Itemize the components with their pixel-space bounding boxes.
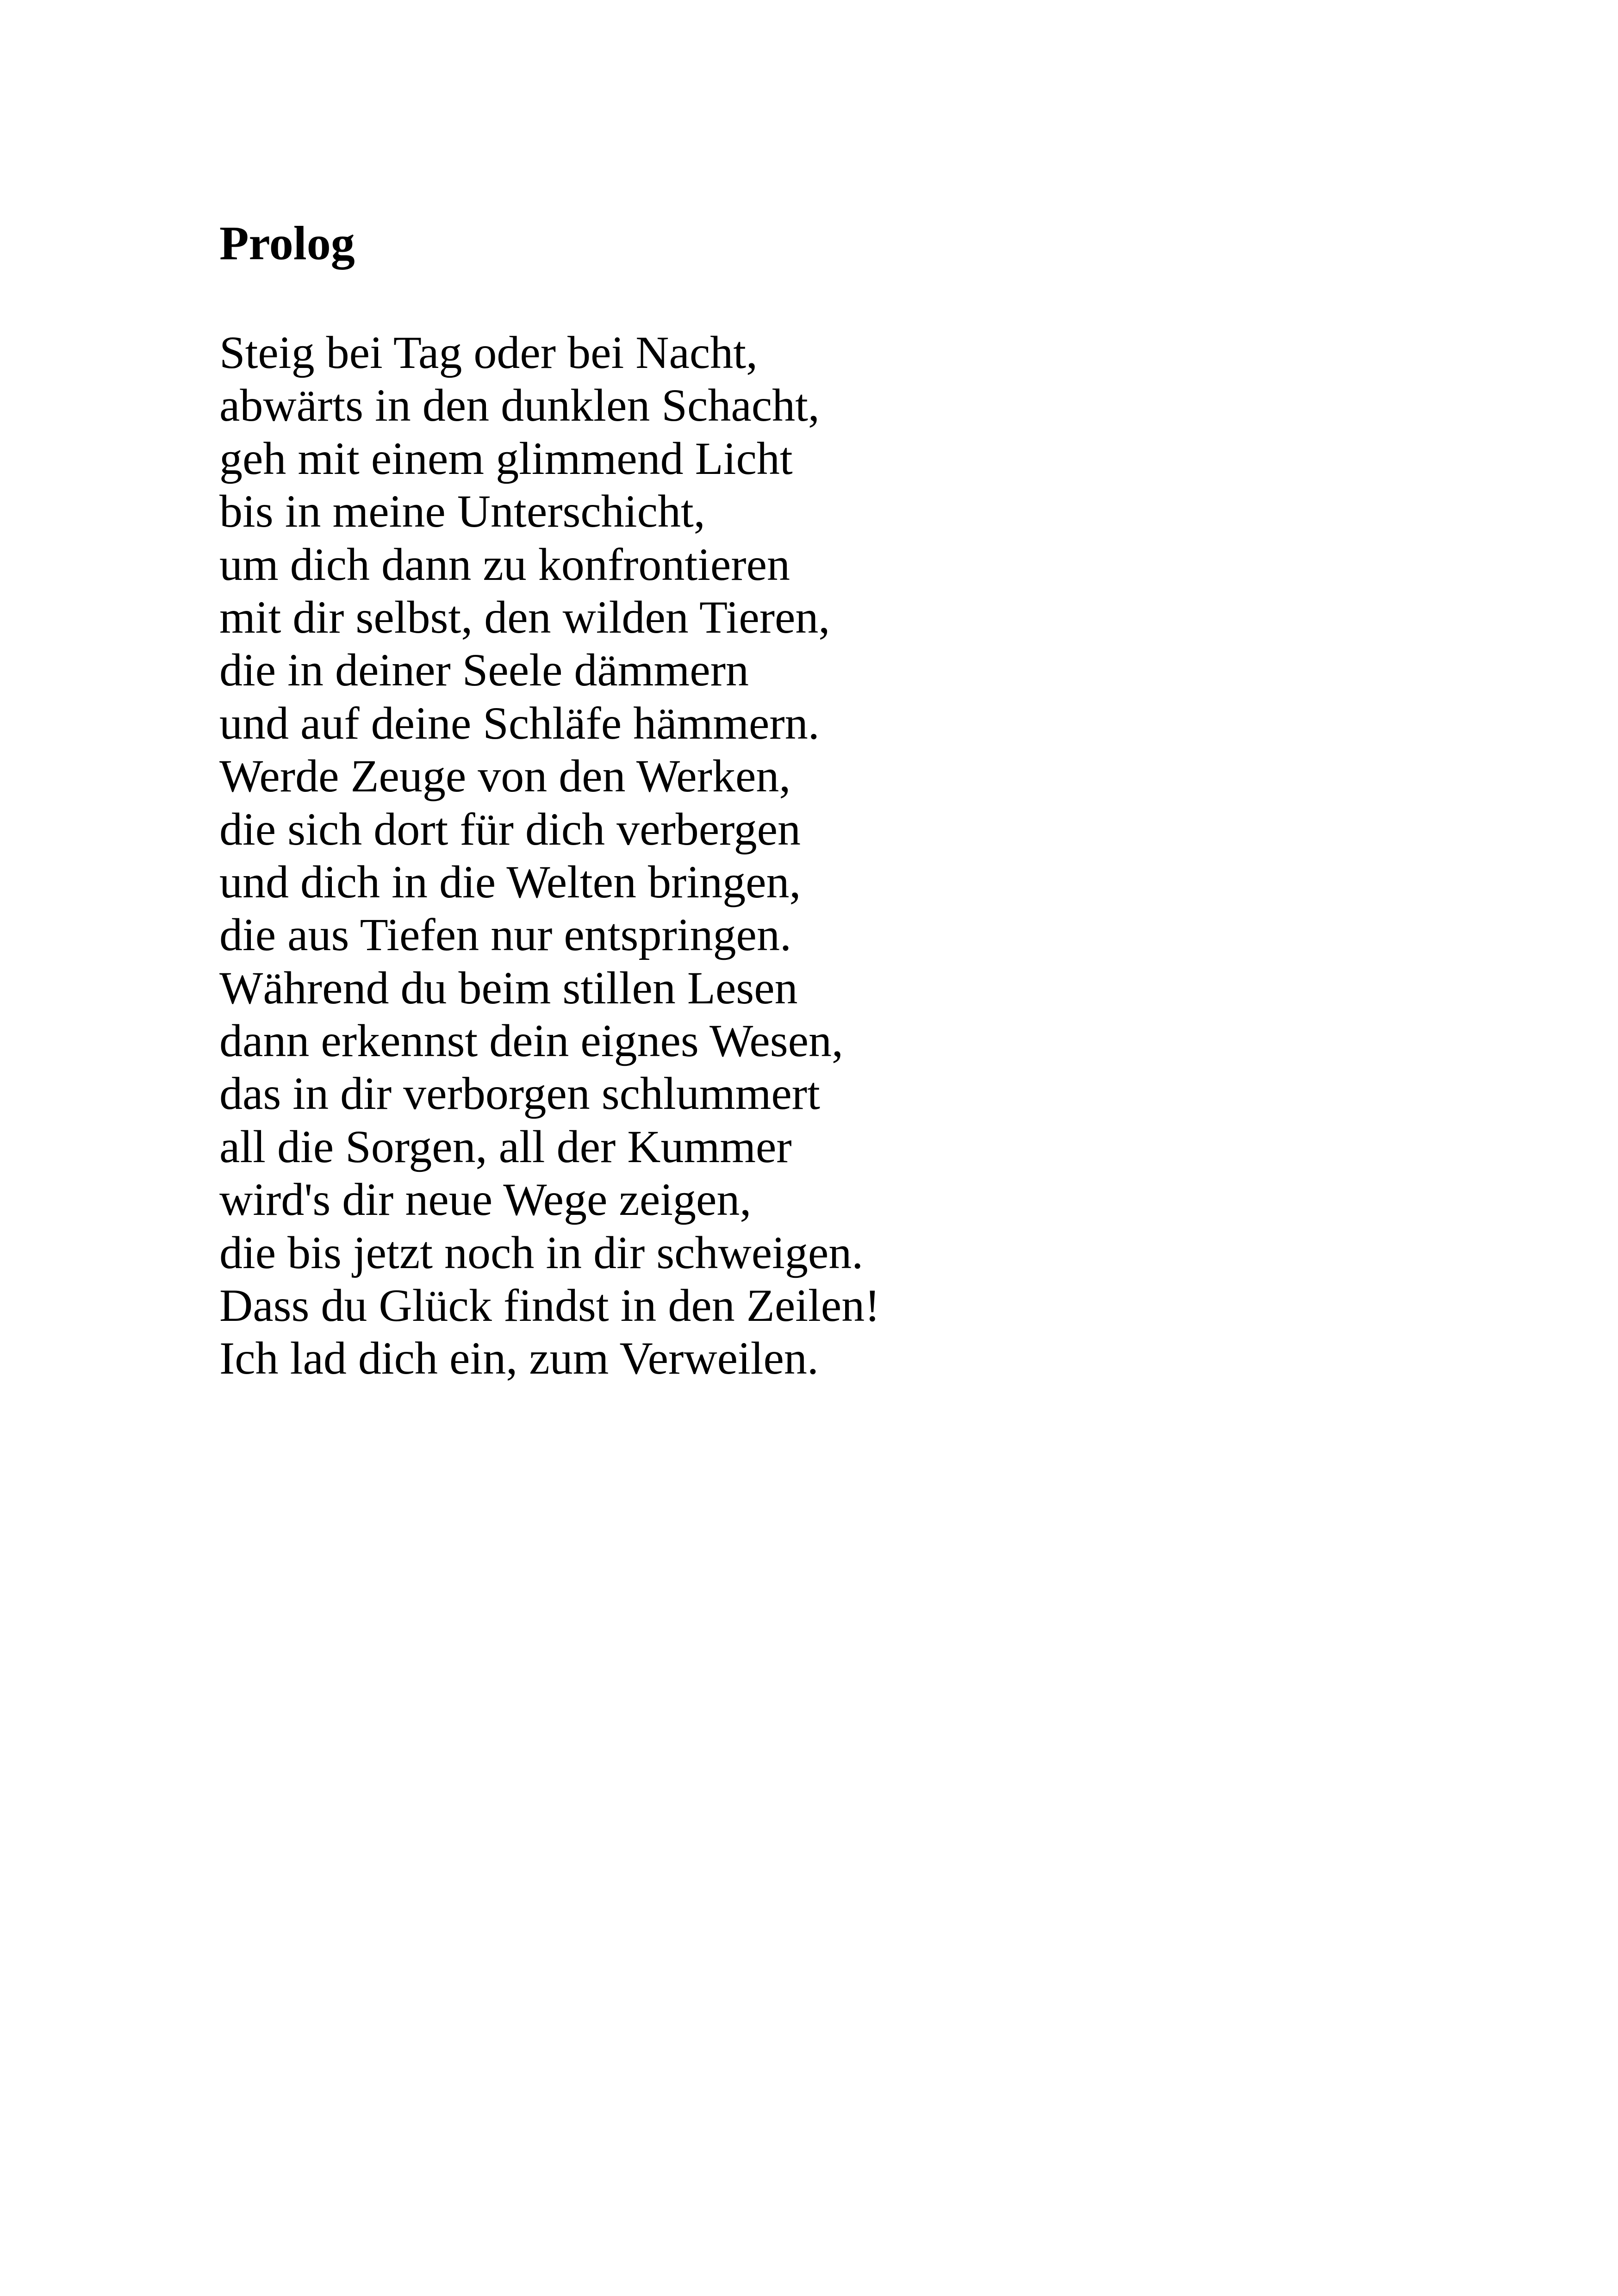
poem-line: dann erkennst dein eignes Wesen, (219, 1015, 844, 1067)
poem-body (219, 326, 880, 1385)
poem-line: bis in meine Unterschicht, (219, 485, 705, 537)
page-title: Prolog (219, 217, 355, 270)
poem-line: abwärts in den dunklen Schacht, (219, 380, 820, 431)
poem-line: Werde Zeuge von den Werken, (219, 750, 791, 802)
poem-line: Während du beim stillen Lesen (219, 962, 798, 1014)
poem-line: das in dir verborgen schlummert (219, 1068, 820, 1120)
poem-line: die sich dort für dich verbergen (219, 803, 801, 855)
poem-line: mit dir selbst, den wilden Tieren, (219, 591, 830, 643)
poem-line: geh mit einem glimmend Licht (219, 432, 793, 484)
poem-line: um dich dann zu konfrontieren (219, 538, 790, 590)
poem-line: die in deiner Seele dämmern (219, 644, 749, 696)
poem-line: die bis jetzt noch in dir schweigen. (219, 1226, 864, 1278)
poem-line: all die Sorgen, all der Kummer (219, 1120, 792, 1172)
poem-line: und dich in die Welten bringen, (219, 856, 801, 908)
poem-line: und auf deine Schläfe hämmern. (219, 697, 820, 749)
poem-line: Dass du Glück findst in den Zeilen! (219, 1280, 880, 1332)
poem-line: Steig bei Tag oder bei Nacht, (219, 327, 758, 378)
poem-line: wird's dir neue Wege zeigen, (219, 1174, 752, 1226)
poem-line: Ich lad dich ein, zum Verweilen. (219, 1332, 819, 1384)
poem-line: die aus Tiefen nur entspringen. (219, 909, 791, 961)
